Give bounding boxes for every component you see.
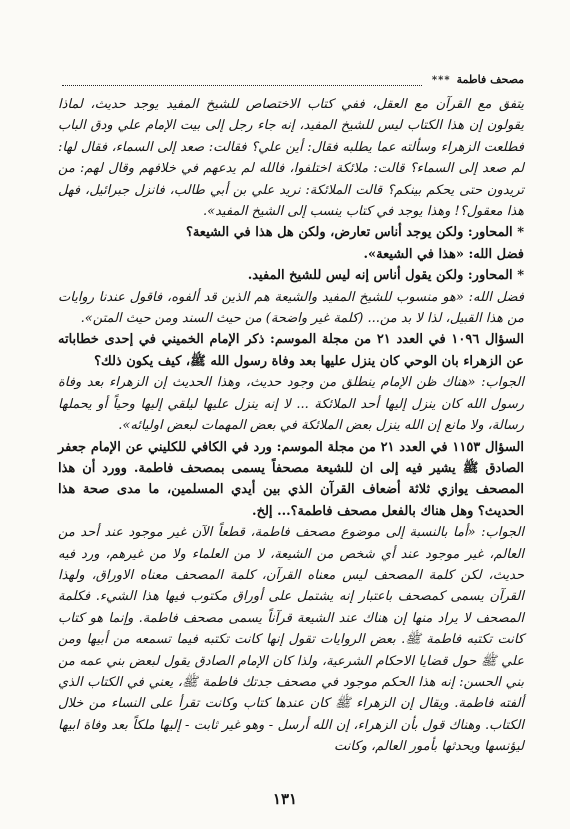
paragraph: * المحاور: ولكن يقول أناس إنه ليس للشيخ المفيد.: [247, 268, 524, 284]
paragraph: السؤال ١٠٩٦ في العدد ٢١ من مجلة الموسم: ذكر الإمام الخميني في إحدى خطاباته عن الزهراء بان الوحي كان ينزل عليها بعد وفاة رسول الله ﷺ، كيف يكون ذلك؟: [58, 332, 524, 369]
paragraph: فضل الله: «هذا في الشيعة».: [363, 246, 524, 262]
paragraph: الجواب: «أما بالنسبة إلى موضوع مصحف فاطمة، قطعاً الآن غير موجود عند أحد من العالم، غير موجود عند أي شخص من الشيعة، لا من العلماء ولا من غيرهم، ورد فيه حديث، لكن كلمة المصحف ليس معناه القرآن، كلمة المصحف معناه الاوراق، ولهذا القرآن يسمى كمصحف باعتبار إنه يشتمل على أوراق مكتوب فيها هذا الشيء. فكلمة المصحف لا يراد منها إن هناك عند الشيعة قرآناً يسمى مصحف فاطمة. وإنما هو كتاب كانت تكتبه فاطمة ﷺ. بعض الروايات تقول إنها كانت تكتبه فيما تسمعه من أبيها ومن علي ﷺ حول قضايا الاحكام الشرعية، ولذا كان الإمام الصادق يقول لبعض بني عمه من بني الحسن: إنه هذا الحكم موجود في مصحف جدتك فاطمة ﷺ، يعني في الكتاب الذي ألفته فاطمة. ويقال إن الزهراء ﷺ كان عندها كتاب وكانت تقرأ على النساء من خلال الكتاب. وهناك قول بأن الزهراء، إن الله أرسل - وهو غير ثابت - إليها ملكاً بعد وفاة ابيها ليؤنسها ويحدثها بأمور العالم، وكانت: [58, 525, 524, 755]
paragraph: يتفق مع القرآن مع العقل، ففي كتاب الاختصاص للشيخ المفيد يوجد حديث، لماذا يقولون إن هذا الكتاب ليس للشيخ المفيد، إنه جاء رجل إلى بيت الإمام علي ودق الباب فطلعت الزهراء وسألته عما يطلبه فقال: أين علي؟ فقالت: صعد إلى السماء، فقال لها: لم صعد إلى السماء؟ قالت: ملائكة اختلفوا، فالله لم يدعهم في خلافهم وقال لهم: من تريدون حتى يحكم بينكم؟ قالت الملائكة: نريد علي بن أبي طالب، فانزل جبرائيل، فهل هذا معقول؟! وهذا يوجد في كتاب ينسب إلى الشيخ المفيد».: [58, 97, 524, 220]
running-header-stars: ***: [431, 75, 451, 86]
running-header: [58, 70, 524, 86]
paragraph: * المحاور: ولكن يوجد أناس تعارض، ولكن هل هذا في الشيعة؟: [185, 225, 524, 241]
paragraph: السؤال ١١٥٣ في العدد ٢١ من مجلة الموسم: ورد في الكافي للكليني عن الإمام جعفر الصادق ﷺ يشير فيه إلى ان للشيعة مصحفاً يسمى بمصحف فاطمة. وورد أن هذا المصحف يوازي ثلاثة أضعاف القرآن الذي بين أيدي المسلمين، ما مدى صحة هذا الحديث؟ وهل هناك بالفعل مصحف فاطمة؟... إلخ.: [58, 439, 525, 519]
header-rule: [62, 76, 422, 86]
running-header-title: مصحف فاطمة: [456, 73, 524, 86]
paragraph: فضل الله: «هو منسوب للشيخ المفيد والشيعة هم الذين قد ألفوه، فاقول عندنا روايات من هذا القبيل، لذا لا بد من... (كلمة غير واضحة) من حيث السند ومن حيث المتن».: [58, 289, 524, 327]
page-number: ١٣١: [272, 790, 298, 808]
page-body: [58, 94, 524, 758]
paragraph: الجواب: «هناك ظن الإمام ينطلق من وجود حديث، وهذا الحديث إن الزهراء بعد وفاة رسول الله كان ينزل إليها أحد الملائكة ... لا إنه ينزل عليها ليلقي إليها وحياً أو يحملها رسالة، ولا مانع إن الله ينزل بعض الملائكة في بعض المهمات لبعض اوليائه».: [58, 375, 524, 434]
